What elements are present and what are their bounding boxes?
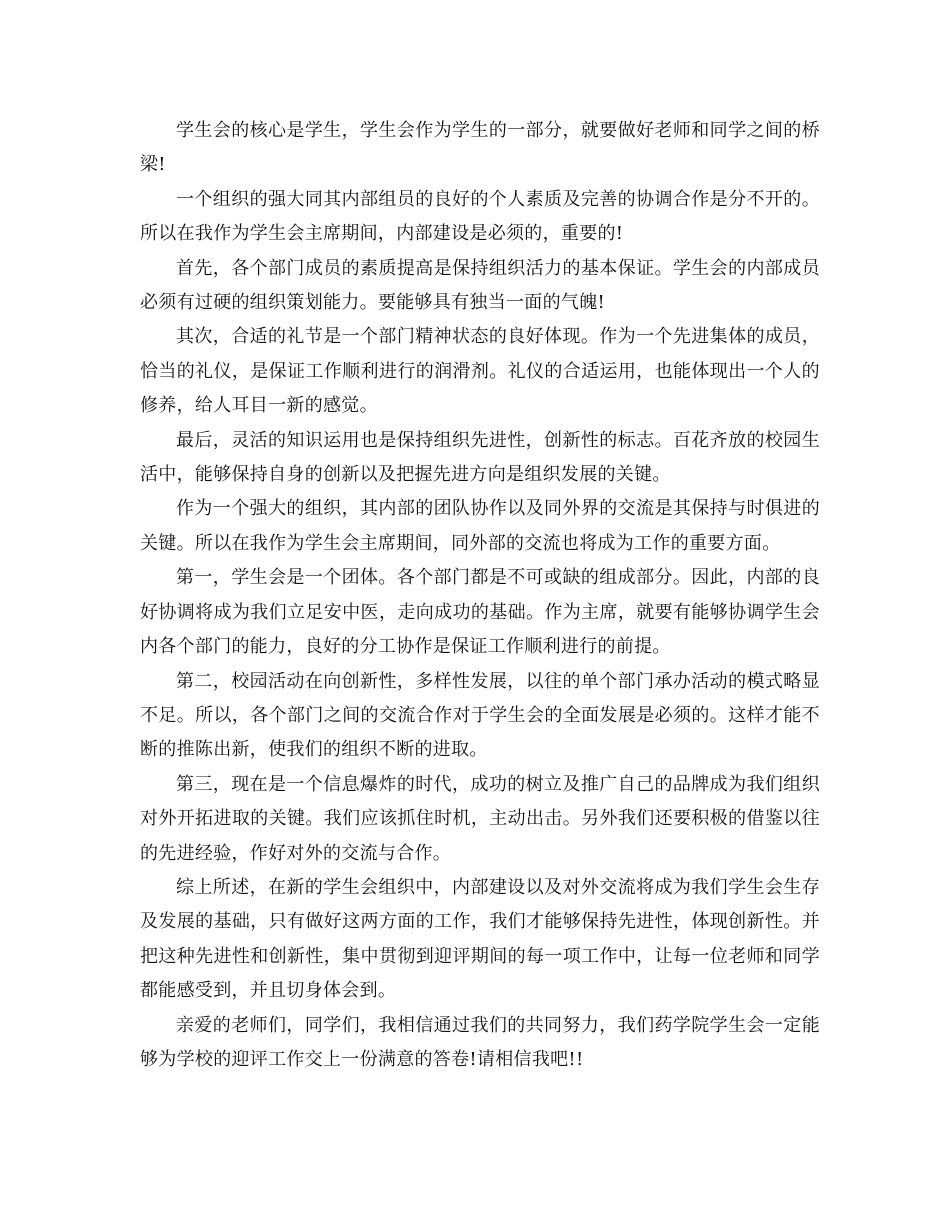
document-body — [140, 114, 820, 1077]
paragraph-2: 一个组织的强大同其内部组员的良好的个人素质及完善的协调合作是分不开的。所以在我作为学生会主席期间，内部建设是必须的，重要的! — [140, 188, 820, 245]
paragraph-7: 第一，学生会是一个团体。各个部门都是不可或缺的组成部分。因此，内部的良好协调将成为我们立足安中医，走向成功的基础。作为主席，就要有能够协调学生会内各个部门的能力，良好的分工协作是保证工作顺利进行的前提。 — [140, 567, 820, 658]
paragraph-10: 综上所述，在新的学生会组织中，内部建设以及对外交流将成为我们学生会生存及发展的基础，只有做好这两方面的工作，我们才能够保持先进性，体现创新性。并把这种先进性和创新性，集中贯彻到迎评期间的每一项工作中，让每一位老师和同学都能感受到，并且切身体会到。 — [140, 876, 820, 1002]
paragraph-8: 第二，校园活动在向创新性，多样性发展，以往的单个部门承办活动的模式略显不足。所以，各个部门之间的交流合作对于学生会的全面发展是必须的。这样才能不断的推陈出新，使我们的组织不断的进取。 — [140, 670, 820, 761]
paragraph-4: 其次，合适的礼节是一个部门精神状态的良好体现。作为一个先进集体的成员，恰当的礼仪，是保证工作顺利进行的润滑剂。礼仪的合适运用，也能体现出一个人的修养，给人耳目一新的感觉。 — [140, 326, 820, 417]
paragraph-5: 最后，灵活的知识运用也是保持组织先进性，创新性的标志。百花齐放的校园生活中，能够保持自身的创新以及把握先进方向是组织发展的关键。 — [140, 429, 820, 486]
paragraph-3: 首先，各个部门成员的素质提高是保持组织活力的基本保证。学生会的内部成员必须有过硬的组织策划能力。要能够具有独当一面的气魄! — [140, 257, 820, 314]
paragraph-11: 亲爱的老师们，同学们，我相信通过我们的共同努力，我们药学院学生会一定能够为学校的迎评工作交上一份满意的答卷!请相信我吧!! — [140, 1014, 820, 1070]
paragraph-6: 作为一个强大的组织，其内部的团队协作以及同外界的交流是其保持与时俱进的关键。所以在我作为学生会主席期间，同外部的交流也将成为工作的重要方面。 — [140, 498, 820, 554]
paragraph-9: 第三，现在是一个信息爆炸的时代，成功的树立及推广自己的品牌成为我们组织对外开拓进取的关键。我们应该抓住时机，主动出击。另外我们还要积极的借鉴以往的先进经验，作好对外的交流与合作。 — [140, 773, 820, 864]
paragraph-1: 学生会的核心是学生，学生会作为学生的一部分，就要做好老师和同学之间的桥梁! — [140, 120, 820, 176]
